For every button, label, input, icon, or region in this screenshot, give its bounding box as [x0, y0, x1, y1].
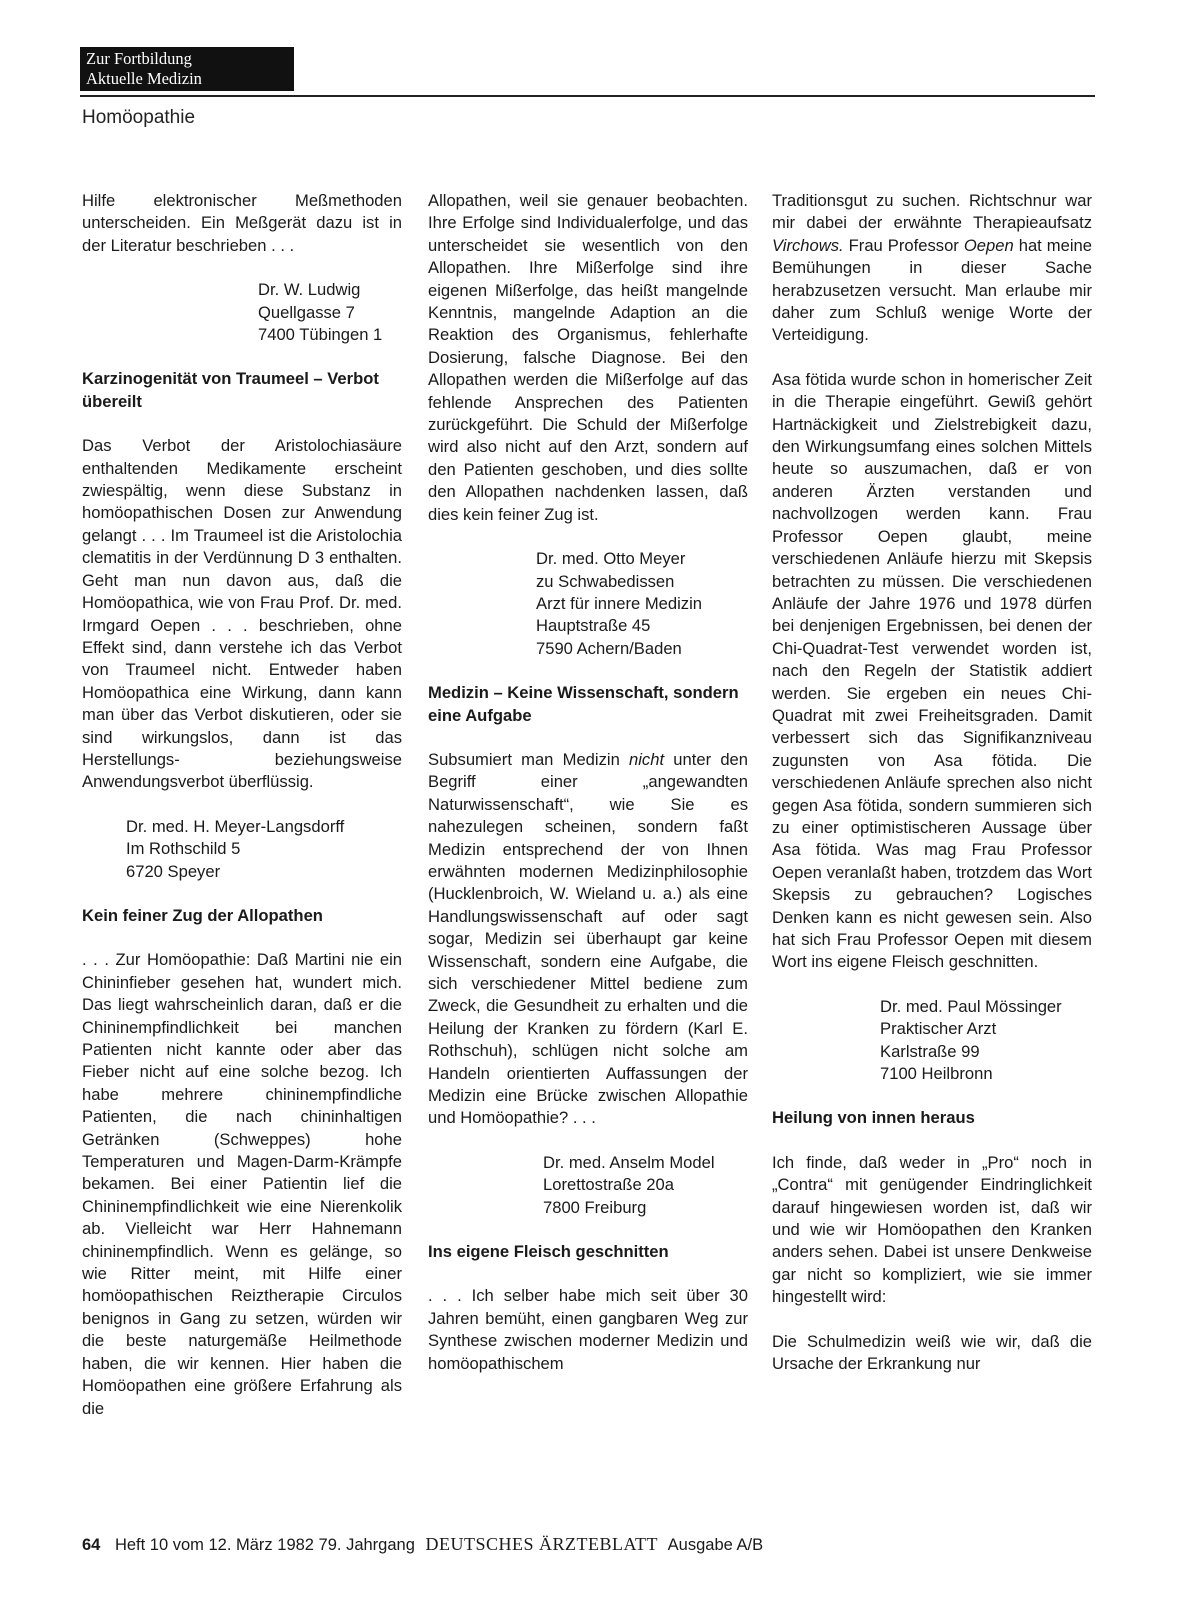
column-1	[82, 190, 402, 1420]
section-label-line1: Zur Fortbildung	[86, 49, 192, 68]
column-3	[772, 190, 1092, 1376]
section-label-line2: Aktuelle Medizin	[86, 69, 202, 88]
letter-text: Das Verbot der Aristolochiasäure enthaltenden Medikamente erscheint zwiespältig, wenn diese Substanz in homöopathischen Dosen zur Anwendung gelangt . . . Im Traumeel ist die Aristolochia clematitis in der Verdünnung D 3 enthalten. Geht man nun davon aus, daß die Homöopathica, wie von Frau Prof. Dr. med. Irmgard Oepen . . . beschrieben, ohne Effekt sind, dann verstehe ich das Verbot von Traumeel nicht. Entweder haben Homöopathica eine Wirkung, dann kann man über das Verbot diskutieren, oder sie sind wirkungslos, dann ist das Herstellungs- beziehungsweise Anwendungsverbot überflüssig.	[82, 436, 402, 792]
issue-info: Heft 10 vom 12. März 1982 79. Jahrgang	[114, 1536, 415, 1554]
page-footer	[82, 1534, 763, 1555]
signature-address: Dr. med. Paul Mössinger Praktischer Arzt Karlstraße 99 7100 Heilbronn	[880, 996, 1062, 1084]
letter-text: Ich finde, daß weder in „Pro“ noch in „Contra“ mit genügender Eindringlichkeit darauf hingewiesen worden ist, daß wir und wie wir Homöopathen den Kranken anders sehen. Dabei ist unsere Denkweise gar nicht so kompliziert, wie sie immer hingestellt wird:	[772, 1152, 1092, 1307]
letter-text: Traditionsgut zu suchen. Richtschnur war mir dabei der erwähnte Therapieaufsatz Virchows. Frau Professor Oepen hat meine Bemühungen in dieser Sache herabzusetzen versucht. Man erlaube mir daher zum Schluß wenige Worte der Verteidigung.	[772, 191, 1093, 345]
letter-heading: Kein feiner Zug der Allopathen	[82, 905, 323, 925]
signature-address: Dr. med. Otto Meyer zu Schwabedissen Arzt für innere Medizin Hauptstraße 45 7590 Achern/Baden	[536, 549, 703, 658]
signature-address: Dr. med. H. Meyer-Langsdorff Im Rothschild 5 6720 Speyer	[126, 816, 345, 881]
section-label-box	[80, 47, 294, 91]
letter-text: Hilfe elektronischer Meßmethoden unterscheiden. Ein Meßgerät dazu ist in der Literatur beschrieben . . .	[82, 191, 402, 255]
letter-text: . . . Ich selber habe mich seit über 30 Jahren bemüht, einen gangbaren Weg zur Synthese zwischen moderner Medizin und homöopathischem	[428, 1286, 748, 1373]
journal-name: DEUTSCHES ÄRZTEBLATT	[425, 1534, 658, 1554]
letter-text: Die Schulmedizin weiß wie wir, daß die Ursache der Erkrankung nur	[772, 1331, 1092, 1374]
letter-heading: Karzinogenität von Traumeel – Verbot übereilt	[82, 369, 379, 411]
letter-text: Asa fötida wurde schon in homerischer Zeit in die Therapie eingeführt. Gewiß gehört Hartnäckigkeit und Zielstrebigkeit dazu, den Wirkungsumfang eines solchen Mittels heute so auszumachen, daß er von anderen Ärzten verstanden und nachvollzogen werden kann. Frau Professor Oepen glaubt, meine verschiedenen Anläufe hierzu mit Skepsis betrachten zu müssen. Die verschiedenen Anläufe der Jahre 1976 und 1978 dürfen bei denjenigen Ergebnissen, bei denen der Chi-Quadrat-Test verwendet worden ist, nach den Regeln der Statistik addiert werden. Sie ergeben ein neues Chi-Quadrat mit zwei Freiheitsgraden. Damit verbessert sich das Signifikanzniveau zugunsten von Asa fötida. Die verschiedenen Anläufe sprechen also nicht gegen Asa fötida, sondern summieren sich zu einer optimistischeren Aussage über Asa fötida. Was mag Frau Professor Oepen veranlaßt haben, trotzdem das Wort Skepsis zu gebrauchen? Logisches Denken kann es nicht gewesen sein. Also hat sich Frau Professor Oepen mit diesem Wort ins eigene Fleisch geschnitten.	[772, 369, 1092, 972]
letter-heading: Ins eigene Fleisch geschnitten	[428, 1242, 669, 1262]
signature-address: Dr. med. Anselm Model Lorettostraße 20a 7800 Freiburg	[543, 1152, 715, 1217]
letter-text: . . . Zur Homöopathie: Daß Martini nie ein Chininfieber gesehen hat, wundert mich. Das liegt wahrscheinlich daran, daß er die Chininempfindlichkeit bei manchen Patienten nicht kannte oder aber das Fieber nicht auf eine solche bezog. Ich habe mehrere chininempfindliche Patienten, die nach chininhaltigen Getränken (Schweppes) hohe Temperaturen und Magen-Darm-Krämpfe bekamen. Bei einer Patientin lief die Chininempfindlichkeit wie eine Nierenkolik ab. Vielleicht war Herr Hahnemann chininempfindlich. Wenn es gelänge, so wie Ritter meint, mit Hilfe einer homöopathischen Reiztherapie Circulos benignos in Gang zu setzen, würden wir die beste naturgemäße Heilmethode haben, die wir kennen. Hier haben die Homöopathen eine größere Erfahrung als die	[82, 950, 402, 1418]
topic-title: Homöopathie	[82, 107, 196, 128]
edition-info: Ausgabe A/B	[667, 1536, 764, 1554]
page-number: 64	[82, 1536, 101, 1554]
letter-heading: Heilung von innen heraus	[772, 1108, 975, 1128]
header-rule	[80, 95, 1095, 97]
letter-text: Allopathen, weil sie genauer beobachten. Ihre Erfolge sind Individualerfolge, und das unterscheidet sie wesentlich von den Allopathen. Ihre Mißerfolge sind ihre eigenen Mißerfolge, das heißt mangelnde Kenntnis, mangelnde Adaption an die Reaktion des Organismus, fehlerhafte Dosierung, falsche Diagnose. Bei den Allopathen werden die Mißerfolge auf das fehlende Ansprechen des Patienten zurückgeführt. Die Schuld der Mißerfolge wird also nicht auf den Arzt, sondern auf den Patienten geschoben, und dies sollte den Allopathen nachdenken lassen, daß dies kein feiner Zug ist.	[428, 191, 748, 524]
letter-heading: Medizin – Keine Wissenschaft, sondern eine Aufgabe	[428, 683, 739, 725]
letter-text: Subsumiert man Medizin nicht unter den Begriff einer „angewandten Naturwissenschaft“, wie Sie es nahezulegen scheinen, sondern faßt Medizin entsprechend der von Ihnen erwähnten modernen Medizinphilosophie (Hucklenbroich, W. Wieland u. a.) als eine Handlungswissenschaft auf oder sagt sogar, Medizin sei überhaupt gar keine Wissenschaft, sondern eine Aufgabe, die sich verschiedener Mittel bediene zum Zweck, die Gesundheit zu erhalten und die Heilung der Kranken zu fördern (Karl E. Rothschuh), schlügen nicht solche am Handeln orientierten Auffassungen der Medizin eine Brücke zwischen Allopathie und Homöopathie? . . .	[428, 749, 749, 1128]
column-2	[428, 190, 748, 1375]
signature-address: Dr. W. Ludwig Quellgasse 7 7400 Tübingen 1	[258, 280, 383, 345]
